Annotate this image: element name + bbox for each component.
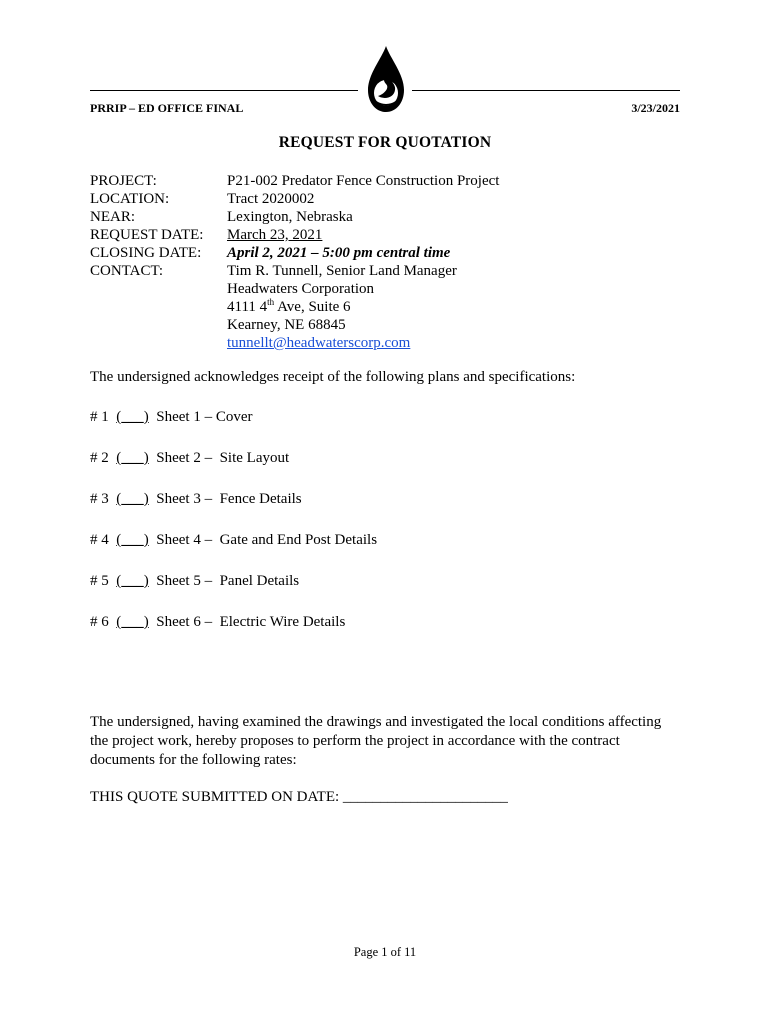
project-value: P21-002 Predator Fence Construction Project bbox=[227, 173, 500, 189]
sheet-checkbox[interactable]: (___) bbox=[116, 450, 149, 466]
sheet-checkbox[interactable]: (___) bbox=[116, 573, 149, 589]
contact-address bbox=[227, 298, 351, 316]
contact-city-row bbox=[90, 316, 499, 334]
contact-name: Tim R. Tunnell, Senior Land Manager bbox=[227, 263, 457, 279]
location-row bbox=[90, 190, 499, 208]
contact-address-suffix: th bbox=[267, 297, 275, 307]
sheet-item-1 bbox=[90, 409, 252, 426]
proposal-line-3: documents for the following rates: bbox=[90, 752, 297, 768]
sheet-label: Sheet 5 – Panel Details bbox=[156, 573, 300, 589]
location-value: Tract 2020002 bbox=[227, 191, 315, 207]
header-date: 3/23/2021 bbox=[631, 101, 680, 115]
project-info-block bbox=[90, 172, 499, 352]
acknowledgement-text: The undersigned acknowledges receipt of the following plans and specifications: bbox=[90, 369, 576, 385]
request-date-row bbox=[90, 226, 499, 244]
sheet-checkbox[interactable]: (___) bbox=[116, 532, 149, 548]
contact-email-row bbox=[90, 334, 499, 352]
page-number: Page 1 of 11 bbox=[353, 945, 417, 959]
header-rule-left bbox=[90, 90, 358, 91]
proposal-line-2: the project work, hereby proposes to perform the project in accordance with the contract bbox=[90, 733, 620, 749]
sheet-label: Sheet 2 – Site Layout bbox=[156, 450, 290, 466]
contact-spacer bbox=[90, 334, 227, 352]
sheet-checkbox[interactable]: (___) bbox=[116, 614, 149, 630]
contact-address-street: Ave, Suite 6 bbox=[274, 299, 351, 315]
sheet-number: # 1 bbox=[90, 409, 109, 425]
contact-row bbox=[90, 262, 499, 280]
near-row bbox=[90, 208, 499, 226]
near-value: Lexington, Nebraska bbox=[227, 209, 353, 225]
contact-spacer bbox=[90, 316, 227, 334]
sheet-label: Sheet 1 – Cover bbox=[156, 409, 253, 425]
contact-address-row bbox=[90, 298, 499, 316]
closing-date-value: April 2, 2021 – 5:00 pm central time bbox=[227, 245, 451, 261]
contact-label: CONTACT: bbox=[90, 263, 164, 279]
sheet-label: Sheet 3 – Fence Details bbox=[156, 491, 302, 507]
location-label: LOCATION: bbox=[90, 191, 170, 207]
contact-email-link[interactable]: tunnellt@headwaterscorp.com bbox=[227, 335, 411, 351]
sheet-number: # 5 bbox=[90, 573, 109, 589]
page-title: REQUEST FOR QUOTATION bbox=[278, 134, 492, 151]
heron-water-drop-icon bbox=[362, 44, 410, 116]
contact-spacer bbox=[90, 280, 227, 298]
contact-org: Headwaters Corporation bbox=[227, 281, 375, 297]
proposal-line-1: The undersigned, having examined the drawings and investigated the local conditions affecting bbox=[90, 714, 662, 730]
project-row bbox=[90, 172, 499, 190]
sheet-label: Sheet 4 – Gate and End Post Details bbox=[156, 532, 378, 548]
sheet-item-5 bbox=[90, 573, 299, 590]
sheet-number: # 2 bbox=[90, 450, 109, 466]
sheet-checkbox[interactable]: (___) bbox=[116, 491, 149, 507]
header-rule-right bbox=[412, 90, 680, 91]
request-date-value: March 23, 2021 bbox=[227, 227, 323, 243]
sheet-item-2 bbox=[90, 450, 289, 467]
closing-date-label: CLOSING DATE: bbox=[90, 245, 202, 261]
sheet-number: # 3 bbox=[90, 491, 109, 507]
contact-spacer bbox=[90, 298, 227, 316]
contact-org-row bbox=[90, 280, 499, 298]
sheet-item-6 bbox=[90, 614, 345, 631]
request-date-label: REQUEST DATE: bbox=[90, 227, 204, 243]
sheet-item-4 bbox=[90, 532, 377, 549]
sheet-number: # 4 bbox=[90, 532, 109, 548]
closing-date-row bbox=[90, 244, 499, 262]
contact-address-number: 4111 4 bbox=[227, 299, 268, 315]
contact-city: Kearney, NE 68845 bbox=[227, 317, 346, 333]
sheet-checkbox[interactable]: (___) bbox=[116, 409, 149, 425]
project-label: PROJECT: bbox=[90, 173, 157, 189]
sheet-label: Sheet 6 – Electric Wire Details bbox=[156, 614, 346, 630]
sheet-number: # 6 bbox=[90, 614, 109, 630]
submitted-date-field[interactable]: THIS QUOTE SUBMITTED ON DATE: ______________________ bbox=[90, 789, 508, 805]
sheet-item-3 bbox=[90, 491, 302, 508]
header-left-text: PRRIP – ED OFFICE FINAL bbox=[90, 101, 244, 115]
near-label: NEAR: bbox=[90, 209, 135, 225]
